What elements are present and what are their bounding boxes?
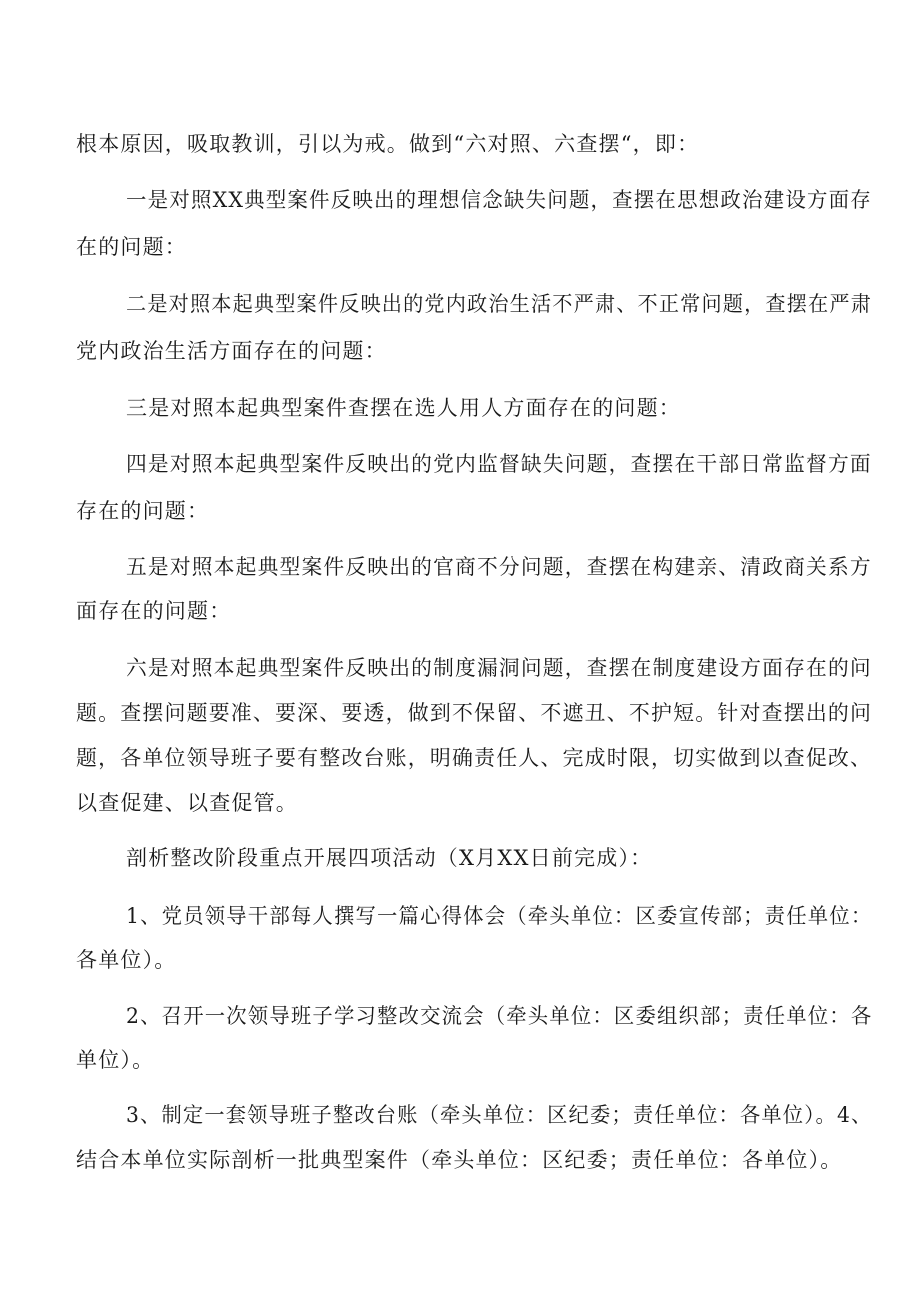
text-line-8: 存在的问题： [76, 499, 210, 523]
text-line-12: 题。查摆问题要准、要深、要透，做到不保留、不遮丑、不护短。针对查摆出的问 [76, 701, 873, 725]
text-line-6: 三是对照本起典型案件查摆在选人用人方面存在的问题： [126, 396, 681, 420]
text-line-18: 2、召开一次领导班子学习整改交流会（牵头单位：区委组织部；责任单位：各 [126, 1004, 873, 1028]
text-line-7: 四是对照本起典型案件反映出的党内监督缺失问题，查摆在干部日常监督方面 [126, 452, 872, 476]
text-line-20: 3、制定一套领导班子整改台账（牵头单位：区纪委；责任单位：各单位）。4、 [126, 1103, 873, 1127]
text-line-9: 五是对照本起典型案件反映出的官商不分问题，查摆在构建亲、清政商关系方 [126, 555, 872, 579]
text-line-16: 1、党员领导干部每人撰写一篇心得体会（牵头单位：区委宣传部；责任单位： [126, 904, 873, 928]
text-line-19: 单位）。 [76, 1048, 155, 1072]
text-line-10: 面存在的问题： [76, 599, 232, 623]
text-line-1: 根本原因，吸取教训，引以为戒。做到“六对照、六查摆“，即： [76, 132, 700, 156]
text-line-13: 题，各单位领导班子要有整改台账，明确责任人、完成时限，切实做到以查促改、 [76, 746, 873, 770]
text-line-14: 以查促建、以查促管。 [76, 791, 298, 815]
text-line-2: 一是对照XX典型案件反映出的理想信念缺失问题，查摆在思想政治建设方面存 [126, 188, 872, 212]
text-line-17: 各单位）。 [76, 948, 177, 972]
text-line-4: 二是对照本起典型案件反映出的党内政治生活不严肃、不正常问题，查摆在严肃 [126, 292, 872, 316]
text-line-21: 结合本单位实际剖析一批典型案件（牵头单位：区纪委；责任单位：各单位）。 [76, 1148, 843, 1172]
text-line-5: 党内政治生活方面存在的问题： [76, 339, 387, 363]
text-line-15: 剖析整改阶段重点开展四项活动（X月XX日前完成）： [126, 846, 653, 870]
text-line-3: 在的问题： [76, 235, 187, 259]
text-line-11: 六是对照本起典型案件反映出的制度漏洞问题，查摆在制度建设方面存在的问 [126, 656, 872, 680]
